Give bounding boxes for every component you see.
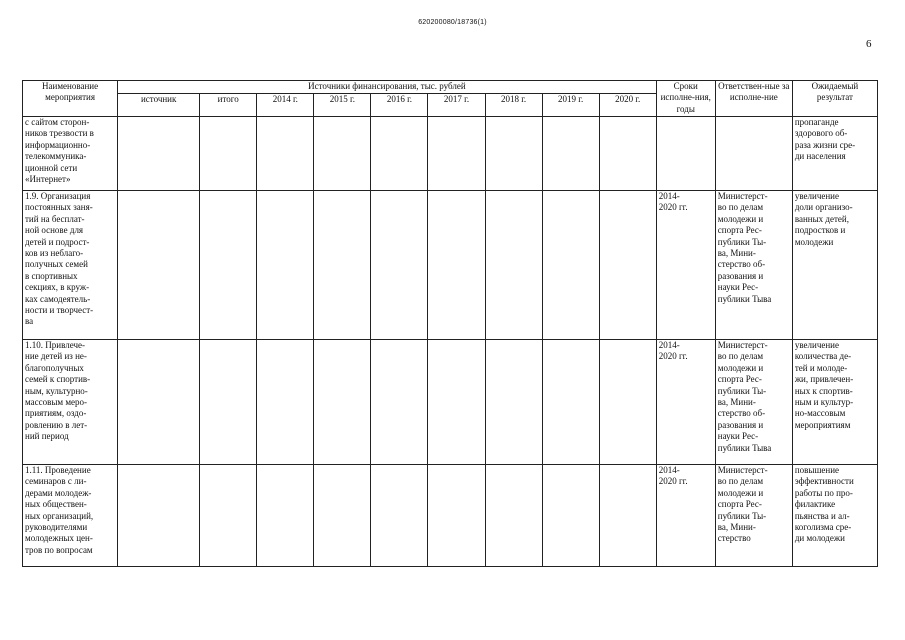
cell-2016 bbox=[371, 117, 428, 191]
cell-2020 bbox=[599, 191, 656, 340]
cell-2014 bbox=[257, 191, 314, 340]
cell-2020 bbox=[599, 465, 656, 567]
row-deadline: 2014- 2020 гг. bbox=[656, 465, 715, 567]
cell-2014 bbox=[257, 117, 314, 191]
cell-total bbox=[200, 117, 257, 191]
cell-2015 bbox=[314, 465, 371, 567]
cell-2020 bbox=[599, 117, 656, 191]
row-result: пропаганде здорового об- раза жизни сре- ди населения bbox=[792, 117, 877, 191]
cell-2017 bbox=[428, 465, 485, 567]
header-year-2015: 2015 г. bbox=[314, 94, 371, 117]
header-responsible: Ответствен-ные за исполне-ние bbox=[715, 81, 792, 117]
cell-2016 bbox=[371, 340, 428, 465]
cell-source bbox=[118, 117, 200, 191]
header-year-2017: 2017 г. bbox=[428, 94, 485, 117]
header-year-2016: 2016 г. bbox=[371, 94, 428, 117]
cell-source bbox=[118, 340, 200, 465]
row-name: 1.9. Организация постоянных заня- тий на бесплат- ной основе для детей и подрост- ков из неблаго- получных семей в спортивных секциях, в круж- ках самодеятель- ности и творчест- ва bbox=[23, 191, 118, 340]
row-result: увеличение доли организо- ванных детей, подростков и молодежи bbox=[792, 191, 877, 340]
table-row bbox=[23, 117, 878, 191]
cell-total bbox=[200, 340, 257, 465]
page-number: 6 bbox=[866, 38, 872, 50]
row-name: 1.10. Привлече- ние детей из не- благополучных семей к спортив- ным, культурно- массовым меро- приятиям, оздо- ровлению в лет- ний период bbox=[23, 340, 118, 465]
header-funding: Источники финансирования, тыс. рублей bbox=[118, 81, 657, 94]
cell-2018 bbox=[485, 191, 542, 340]
header-total: итого bbox=[200, 94, 257, 117]
row-deadline bbox=[656, 117, 715, 191]
row-result: повышение эффективности работы по про- филактике пьянства и ал- коголизма сре- ди молодежи bbox=[792, 465, 877, 567]
cell-total bbox=[200, 191, 257, 340]
cell-2018 bbox=[485, 340, 542, 465]
cell-2018 bbox=[485, 465, 542, 567]
cell-2019 bbox=[542, 465, 599, 567]
row-responsible bbox=[715, 117, 792, 191]
header-row-1 bbox=[23, 81, 878, 94]
cell-2015 bbox=[314, 340, 371, 465]
cell-total bbox=[200, 465, 257, 567]
header-year-2020: 2020 г. bbox=[599, 94, 656, 117]
header-result: Ожидаемый результат bbox=[792, 81, 877, 117]
row-responsible: Министерст- во по делам молодежи и спорта Рес- публики Ты- ва, Мини- стерство об- разования и науки Рес- публики Тыва bbox=[715, 340, 792, 465]
cell-2016 bbox=[371, 191, 428, 340]
cell-2019 bbox=[542, 117, 599, 191]
header-year-2014: 2014 г. bbox=[257, 94, 314, 117]
cell-source bbox=[118, 191, 200, 340]
row-name: с сайтом сторон- ников трезвости в информационно- телекоммуника- ционной сети «Интернет» bbox=[23, 117, 118, 191]
cell-2019 bbox=[542, 340, 599, 465]
row-responsible: Министерст- во по делам молодежи и спорта Рес- публики Ты- ва, Мини- стерство об- разования и науки Рес- публики Тыва bbox=[715, 191, 792, 340]
funding-table bbox=[22, 80, 878, 567]
row-deadline: 2014- 2020 гг. bbox=[656, 340, 715, 465]
cell-2017 bbox=[428, 117, 485, 191]
cell-source bbox=[118, 465, 200, 567]
cell-2017 bbox=[428, 191, 485, 340]
cell-2016 bbox=[371, 465, 428, 567]
cell-2014 bbox=[257, 465, 314, 567]
header-year-2019: 2019 г. bbox=[542, 94, 599, 117]
cell-2017 bbox=[428, 340, 485, 465]
header-deadlines: Сроки исполне-ния, годы bbox=[656, 81, 715, 117]
row-result: увеличение количества де- тей и молоде- жи, привлечен- ных к спортив- ным и культур- но-массовым мероприятиям bbox=[792, 340, 877, 465]
row-responsible: Министерст- во по делам молодежи и спорта Рес- публики Ты- ва, Мини- стерство bbox=[715, 465, 792, 567]
row-deadline: 2014- 2020 гг. bbox=[656, 191, 715, 340]
header-year-2018: 2018 г. bbox=[485, 94, 542, 117]
table-row bbox=[23, 191, 878, 340]
row-name: 1.11. Проведение семинаров с ли- дерами молодеж- ных обществен- ных организаций, руководителями молодежных цен- тров по вопросам bbox=[23, 465, 118, 567]
table-row bbox=[23, 465, 878, 567]
cell-2015 bbox=[314, 191, 371, 340]
cell-2018 bbox=[485, 117, 542, 191]
cell-2020 bbox=[599, 340, 656, 465]
cell-2015 bbox=[314, 117, 371, 191]
header-name: Наименование мероприятия bbox=[23, 81, 118, 117]
header-source: источник bbox=[118, 94, 200, 117]
cell-2019 bbox=[542, 191, 599, 340]
table-row bbox=[23, 340, 878, 465]
cell-2014 bbox=[257, 340, 314, 465]
document-id: 620200080/18736(1) bbox=[418, 19, 487, 26]
